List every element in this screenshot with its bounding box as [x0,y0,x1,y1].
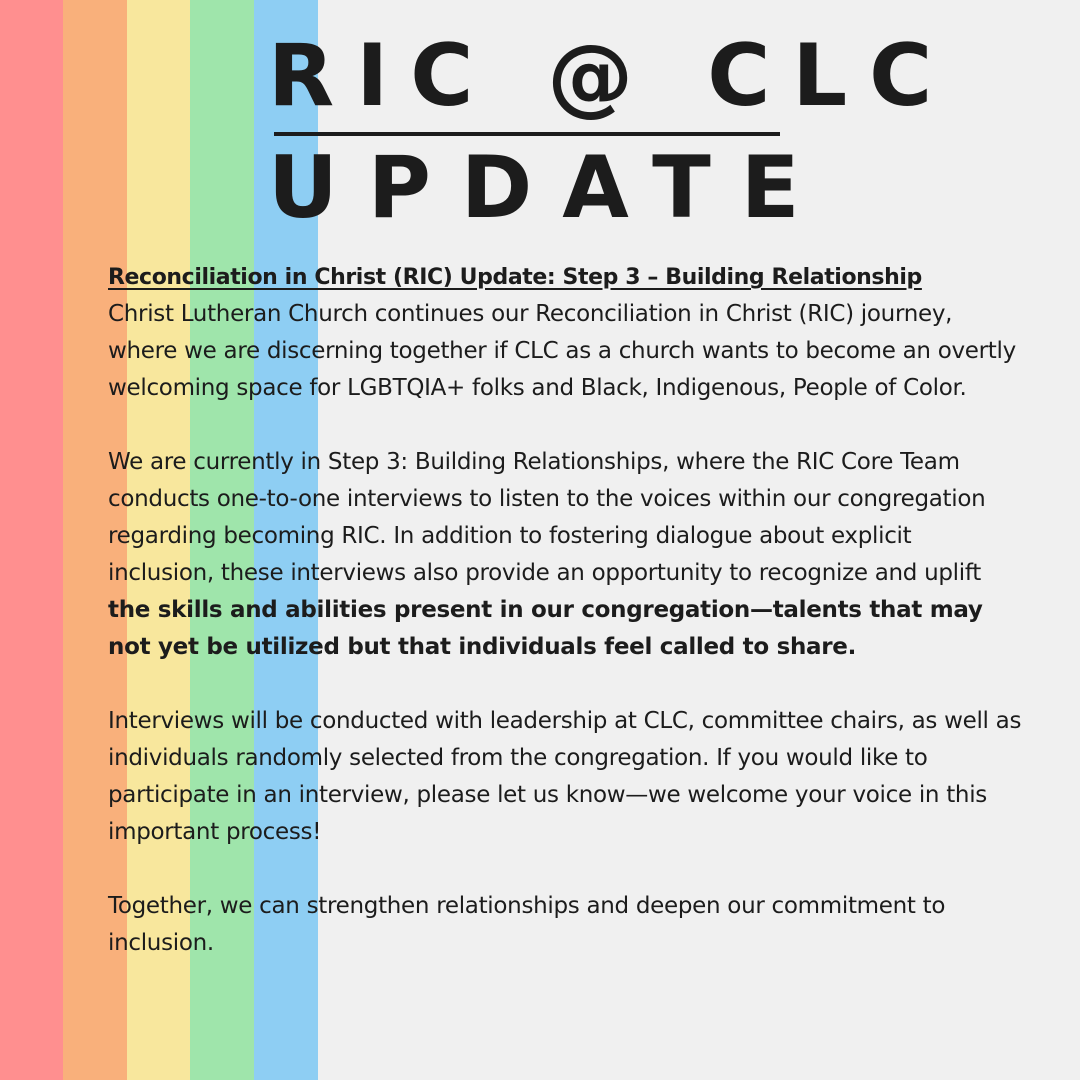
title-divider [274,132,780,136]
paragraph-closing: Together, we can strengthen relationships and deepen our commitment to inclusion. [108,893,946,956]
title-line-1: RIC @ CLC [268,26,955,126]
paragraph-step3-emphasis: the skills and abilities present in our congregation—talents that may not yet be utilized but that individuals feel called to share. [108,597,983,660]
paragraph-interviews: Interviews will be conducted with leadership at CLC, committee chairs, as well as individuals randomly selected from the congregation. If you would like to participate in an interview, please let us know—we welcome your voice in this important process! [108,708,1022,845]
paragraph-step3 [108,444,1023,666]
paragraph-step3-text: We are currently in Step 3: Building Relationships, where the RIC Core Team conducts one-to-one interviews to listen to the voices within our congregation regarding becoming RIC. In addition to fostering dialogue about explicit inclusion, these interviews also provide an opportunity to recognize and uplift [108,449,986,586]
title-line-2: UPDATE [268,138,830,238]
paragraph-intro: Christ Lutheran Church continues our Reconciliation in Christ (RIC) journey, where we are discerning together if CLC as a church wants to become an overtly welcoming space for LGBTQIA+ folks and Black, Indigenous, People of Color. [108,301,1016,401]
stripe-red [0,0,63,1080]
article-heading: Reconciliation in Christ (RIC) Update: Step 3 – Building Relationship [108,265,922,290]
article-body [108,259,1023,999]
